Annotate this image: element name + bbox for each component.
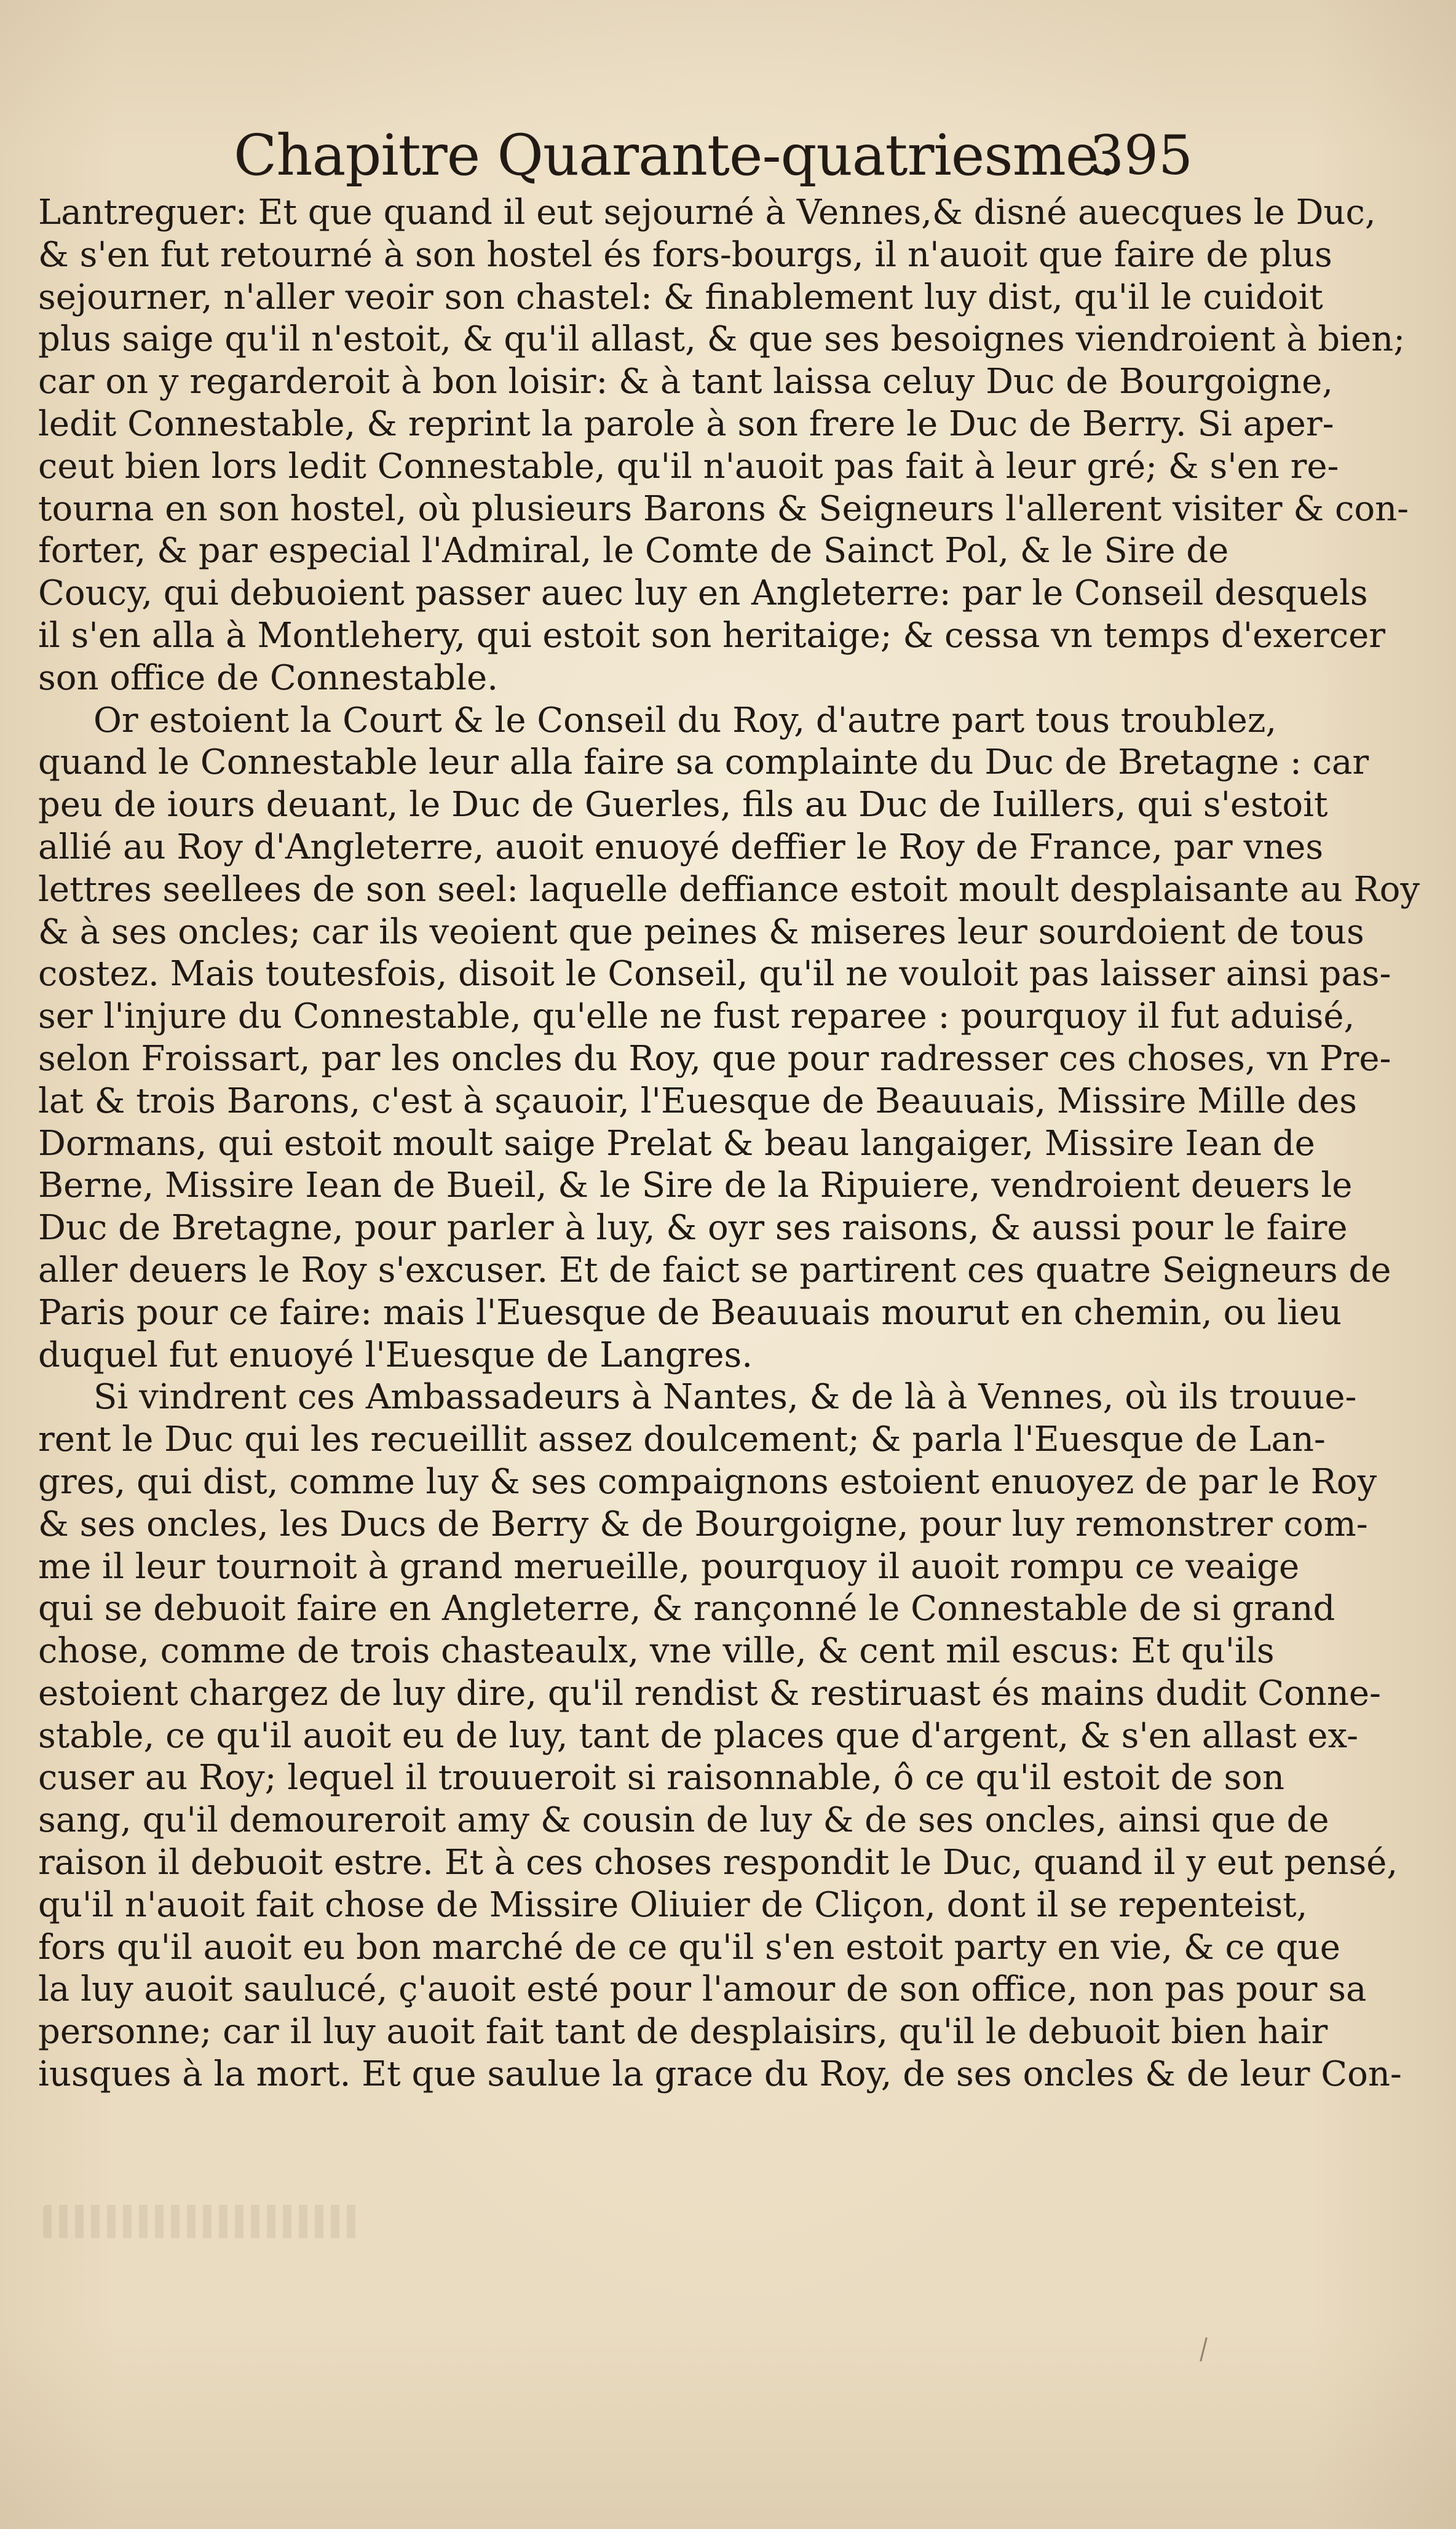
text-line: aller deuers le Roy s'excuser. Et de faict se partirent ces quatre Seigneurs de xyxy=(38,1250,1391,1290)
text-line: ceut bien lors ledit Connestable, qu'il n'auoit pas fait à leur gré; & s'en re- xyxy=(38,446,1339,486)
text-line: personne; car il luy auoit fait tant de desplaisirs, qu'il le debuoit bien hair xyxy=(38,2012,1328,2052)
text-line: ledit Connestable, & reprint la parole à son frere le Duc de Berry. Si aper- xyxy=(38,403,1334,444)
text-line: Coucy, qui debuoient passer auec luy en Angleterre: par le Conseil desquels xyxy=(38,573,1368,614)
text-line: me il leur tournoit à grand merueille, pourquoy il auoit rompu ce veaige xyxy=(38,1546,1300,1587)
text-line: qui se debuoit faire en Angleterre, & rançonné le Connestable de si grand xyxy=(38,1589,1335,1629)
text-line: plus saige qu'il n'estoit, & qu'il allast, & que ses besoignes viendroient à bien; xyxy=(38,319,1406,360)
text-line: & ses oncles, les Ducs de Berry & de Bourgoigne, pour luy remonstrer com- xyxy=(38,1504,1368,1544)
ink-mark xyxy=(1200,2337,1208,2362)
text-line: fors qu'il auoit eu bon marché de ce qu'il s'en estoit party en vie, & ce que xyxy=(38,1927,1340,1967)
text-line: stable, ce qu'il auoit eu de luy, tant de places que d'argent, & s'en allast ex- xyxy=(38,1715,1359,1756)
text-line: tourna en son hostel, où plusieurs Barons & Seigneurs l'allerent visiter & con- xyxy=(38,488,1409,529)
text-line: sejourner, n'aller veoir son chastel: & finablement luy dist, qu'il le cuidoit xyxy=(38,277,1323,317)
text-line: & s'en fut retourné à son hostel és fors-bourgs, il n'auoit que faire de plus xyxy=(38,234,1332,275)
text-line: car on y regarderoit à bon loisir: & à tant laissa celuy Duc de Bourgoigne, xyxy=(38,362,1334,402)
text-line: forter, & par especial l'Admiral, le Comte de Sainct Pol, & le Sire de xyxy=(38,531,1229,571)
text-line: gres, qui dist, comme luy & ses compaignons estoient enuoyez de par le Roy xyxy=(38,1461,1377,1502)
paragraph-start-line: Si vindrent ces Ambassadeurs à Nantes, & de là à Vennes, où ils trouue- xyxy=(93,1377,1357,1418)
text-line: Paris pour ce faire: mais l'Euesque de Beauuais mourut en chemin, ou lieu xyxy=(38,1292,1342,1333)
text-line: lettres seellees de son seel: laquelle deffiance estoit moult desplaisante au Roy xyxy=(38,869,1420,910)
text-line: qu'il n'auoit fait chose de Missire Oliuier de Cliçon, dont il se repenteist, xyxy=(38,1884,1308,1925)
body-text xyxy=(38,192,1420,2096)
text-line: estoient chargez de luy dire, qu'il rendist & restiruast és mains dudit Conne- xyxy=(38,1673,1381,1713)
text-line: son office de Connestable. xyxy=(38,657,498,698)
page-number: 395 xyxy=(1090,124,1193,187)
text-line: sang, qu'il demoureroit amy & cousin de luy & de ses oncles, ainsi que de xyxy=(38,1800,1329,1841)
bleed-through-smudge xyxy=(43,2205,363,2238)
text-line: la luy auoit saulucé, ç'auoit esté pour l'amour de son office, non pas pour sa xyxy=(38,1969,1367,2010)
text-line: quand le Connestable leur alla faire sa complainte du Duc de Bretagne : car xyxy=(38,742,1369,783)
text-line: peu de iours deuant, le Duc de Guerles, fils au Duc de Iuillers, qui s'estoit xyxy=(38,785,1328,825)
text-line: rent le Duc qui les recueillit assez doulcement; & parla l'Euesque de Lan- xyxy=(38,1419,1326,1460)
page-header xyxy=(234,122,1193,189)
text-line: selon Froissart, par les oncles du Roy, que pour radresser ces choses, vn Pre- xyxy=(38,1038,1391,1079)
text-line: chose, comme de trois chasteaulx, vne ville, & cent mil escus: Et qu'ils xyxy=(38,1631,1275,1672)
text-line: Berne, Missire Iean de Bueil, & le Sire de la Ripuiere, vendroient deuers le xyxy=(38,1165,1353,1206)
text-line: Lantreguer: Et que quand il eut sejourné à Vennes,& disné auecques le Duc, xyxy=(38,193,1376,232)
text-line: il s'en alla à Montlehery, qui estoit son heritaige; & cessa vn temps d'exercer xyxy=(38,615,1385,656)
running-title: Chapitre Quarante-quatriesme. xyxy=(234,122,1116,188)
text-line: & à ses oncles; car ils veoient que peines & miseres leur sourdoient de tous xyxy=(38,911,1364,952)
text-line: ser l'injure du Connestable, qu'elle ne fust reparee : pourquoy il fut aduisé, xyxy=(38,996,1355,1037)
text-line: cuser au Roy; lequel il trouueroit si raisonnable, ô ce qu'il estoit de son xyxy=(38,1758,1285,1798)
text-line: costez. Mais toutesfois, disoit le Conseil, qu'il ne vouloit pas laisser ainsi pas- xyxy=(38,954,1391,995)
text-line: Duc de Bretagne, pour parler à luy, & oyr ses raisons, & aussi pour le faire xyxy=(38,1208,1348,1249)
text-line: Dormans, qui estoit moult saige Prelat & beau langaiger, Missire Iean de xyxy=(38,1123,1315,1164)
text-line: allié au Roy d'Angleterre, auoit enuoyé deffier le Roy de France, par vnes xyxy=(38,827,1324,867)
paragraph-start-line: Or estoient la Court & le Conseil du Roy, d'autre part tous troublez, xyxy=(93,700,1277,740)
text-line: duquel fut enuoyé l'Euesque de Langres. xyxy=(38,1335,753,1375)
text-line: iusques à la mort. Et que saulue la grace du Roy, de ses oncles & de leur Con- xyxy=(38,2054,1402,2095)
text-line: raison il debuoit estre. Et à ces choses respondit le Duc, quand il y eut pensé, xyxy=(38,1843,1398,1883)
text-line: lat & trois Barons, c'est à sçauoir, l'Euesque de Beauuais, Missire Mille des xyxy=(38,1081,1357,1121)
